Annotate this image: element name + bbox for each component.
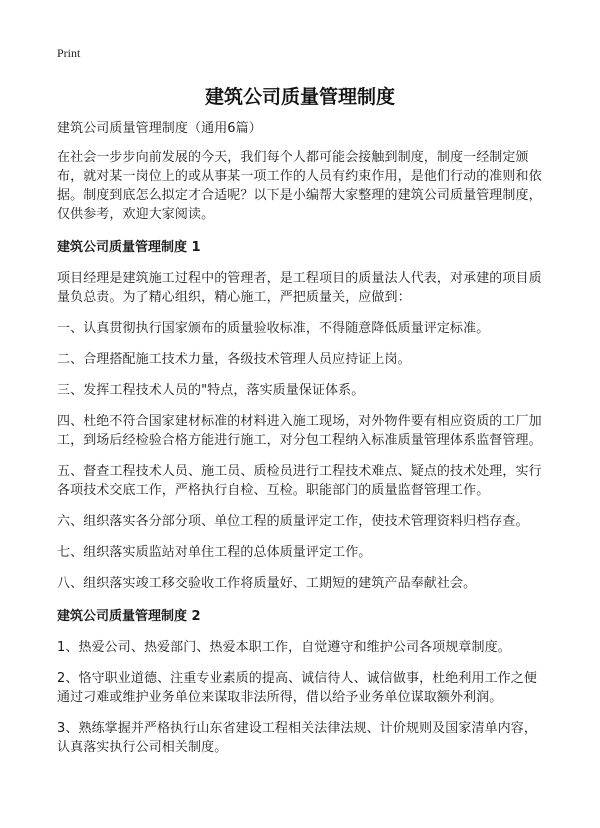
section-1-paragraph: 一、认真贯彻执行国家颁布的质量验收标准，不得随意降低质量评定标准。 <box>57 321 490 336</box>
section-1-paragraph: 二、合理搭配施工技术力量，各级技术管理人员应持证上岗。 <box>57 352 411 367</box>
print-link[interactable]: Print <box>57 46 81 60</box>
section-2-paragraph: 1、热爱公司、热爱部门、热爱本职工作，自觉遵守和维护公司各项规章制度。 <box>57 640 511 655</box>
section-1-paragraph: 七、组织落实质监站对单住工程的总体质量评定工作。 <box>57 545 372 560</box>
document-title: 建筑公司质量管理制度 <box>204 86 395 108</box>
document-body <box>57 119 545 757</box>
section-1-paragraph: 五、督查工程技术人员、施工员、质检员进行工程技术难点、疑点的技术处理，实行各项技术交底工作，严格执行自检、互检。职能部门的质量监督管理工作。 <box>57 464 542 498</box>
section-1-paragraph: 三、发挥工程技术人员的"特点，落实质量保证体系。 <box>57 383 365 398</box>
section-1-heading: 建筑公司质量管理制度 1 <box>57 240 201 255</box>
section-1-paragraph: 八、组织落实竣工移交验收工作将质量好、工期短的建筑产品奉献社会。 <box>57 576 477 591</box>
document-subtitle: 建筑公司质量管理制度（通用6篇） <box>57 121 262 136</box>
section-1-paragraph: 项目经理是建筑施工过程中的管理者，是工程项目的质量法人代表，对承建的项目质量负总责。为了精心组织，精心施工，严把质量关，应做到： <box>57 271 542 305</box>
section-2-paragraph: 2、恪守职业道德、注重专业素质的提高、诚信待人、诚信做事，杜绝利用工作之便通过刁难或维护业务单位来谋取非法所得，借以给予业务单位谋取额外利润。 <box>57 671 537 705</box>
section-1-paragraph: 六、组织落实各分部分项、单位工程的质量评定工作，使技术管理资料归档存查。 <box>57 514 529 529</box>
section-1-paragraph: 四、杜绝不符合国家建材标准的材料进入施工现场，对外物件要有相应资质的工厂加工，到场后经检验合格方能进行施工，对分包工程纳入标准质量管理体系监督管理。 <box>57 414 542 448</box>
section-2-paragraph: 3、熟练掌握并严格执行山东省建设工程相关法律法规、计价规则及国家清单内容，认真落实执行公司相关制度。 <box>57 721 537 755</box>
section-2-heading: 建筑公司质量管理制度 2 <box>57 609 201 624</box>
intro-paragraph: 在社会一步步向前发展的今天，我们每个人都可能会接触到制度，制度一经制定颁布，就对某一岗位上的或从事某一项工作的人员有约束作用，是他们行动的准则和依据。制度到底怎么拟定才合适呢？以下是小编帮大家整理的建筑公司质量管理制度，仅供参考，欢迎大家阅读。 <box>57 150 542 222</box>
